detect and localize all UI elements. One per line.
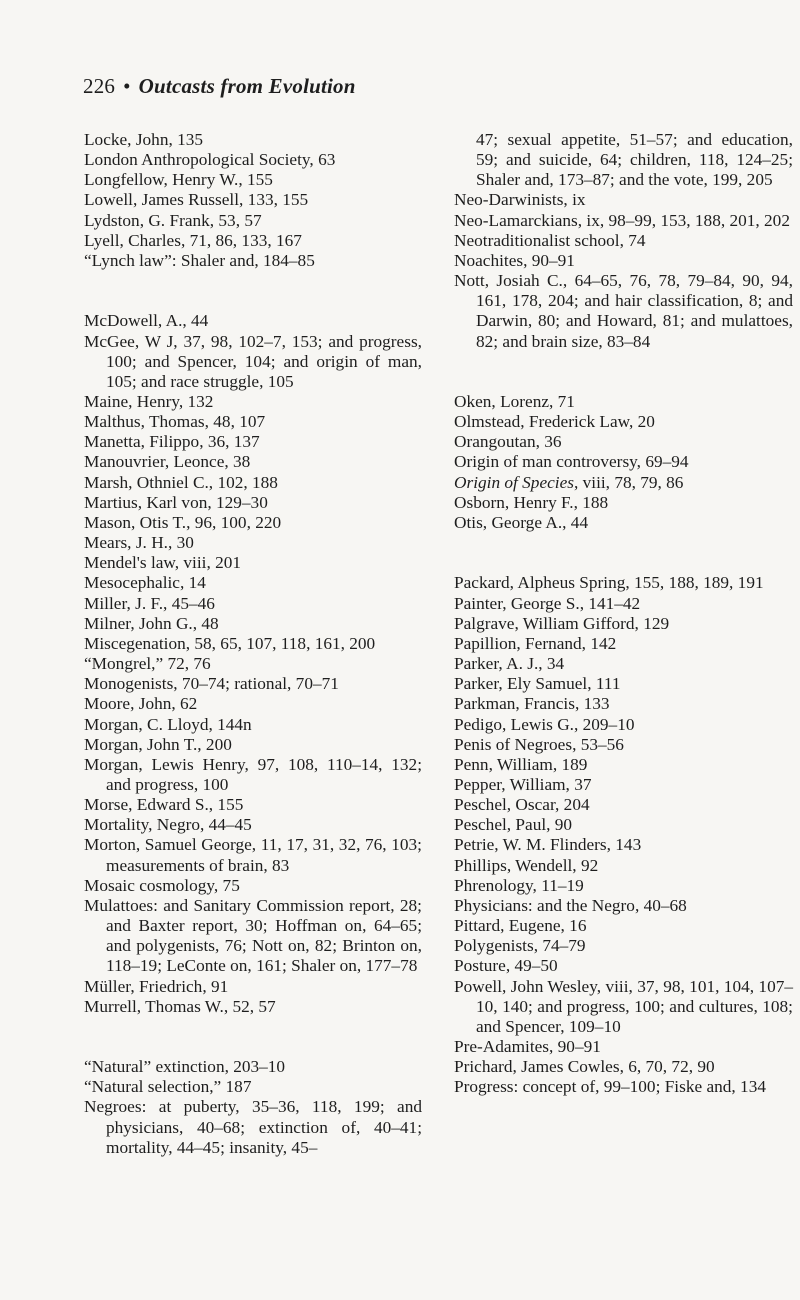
index-entry: Phrenology, 11–19 (454, 875, 584, 895)
index-entry: Penn, William, 189 (454, 754, 588, 774)
index-entry: Parker, A. J., 34 (454, 654, 565, 674)
index-entry: Malthus, Thomas, 48, 107 (84, 412, 266, 432)
index-entry: “Lynch law”: Shaler and, 184–85 (84, 250, 315, 270)
index-entry: Locke, John, 135 (84, 130, 204, 149)
index-entry: McGee, W J, 37, 98, 102–7, 153; and progress, 100; and Spencer, 104; and origin of man, 105; and race struggle, 105 (84, 331, 422, 391)
index-entry: Origin of Species, viii, 78, 79, 86 (454, 472, 684, 492)
index-entry: Noachites, 90–91 (454, 250, 575, 270)
letter-group-gap (454, 352, 793, 392)
index-entry: Osborn, Henry F., 188 (454, 492, 609, 512)
index-entry: Powell, John Wesley, viii, 37, 98, 101, 104, 107–10, 140; and progress, 100; and cultures, 108; and Spencer, 109–10 (454, 976, 793, 1036)
index-entry: Mesocephalic, 14 (84, 573, 206, 593)
index-entry: Martius, Karl von, 129–30 (84, 492, 268, 512)
index-entry: Pepper, William, 37 (454, 774, 592, 794)
index-entry: Mortality, Negro, 44–45 (84, 815, 252, 835)
page-number: 226 (83, 74, 116, 98)
index-entry: Otis, George A., 44 (454, 512, 589, 532)
index-entry: “Natural” extinction, 203–10 (84, 1057, 286, 1077)
index-entry: Oken, Lorenz, 71 (454, 392, 575, 412)
index-entry: Lydston, G. Frank, 53, 57 (84, 210, 262, 230)
index-entry: “Mongrel,” 72, 76 (84, 654, 211, 674)
index-entry: Orangoutan, 36 (454, 432, 562, 452)
italic-book-title: Origin of Species (454, 472, 574, 492)
book-title: Outcasts from Evolution (138, 74, 356, 98)
index-entry: Manetta, Filippo, 36, 137 (84, 432, 260, 452)
index-entry: Negroes: at puberty, 35–36, 118, 199; and physicians, 40–68; extinction of, 40–41; mortality, 44–45; insanity, 45– (84, 1097, 422, 1157)
index-entry: Miller, J. F., 45–46 (84, 593, 215, 613)
index-entry: Pittard, Eugene, 16 (454, 916, 587, 936)
index-entry: Mosaic cosmology, 75 (84, 875, 240, 895)
index-entry: Mason, Otis T., 96, 100, 220 (84, 512, 282, 532)
index-entry: Peschel, Oscar, 204 (454, 795, 590, 815)
index-entry: Morse, Edward S., 155 (84, 795, 244, 815)
index-entry: Neo-Lamarckians, ix, 98–99, 153, 188, 201, 202 (454, 210, 790, 230)
index-entry: Posture, 49–50 (454, 956, 558, 976)
index-entry: Papillion, Fernand, 142 (454, 633, 617, 653)
index-entry: Morgan, C. Lloyd, 144n (84, 714, 252, 734)
index-entry: McDowell, A., 44 (84, 311, 209, 331)
index-entry: Penis of Negroes, 53–56 (454, 734, 624, 754)
index-entry: Petrie, W. M. Flinders, 143 (454, 835, 642, 855)
index-entry: Lowell, James Russell, 133, 155 (84, 190, 309, 210)
index-entry: Neo-Darwinists, ix (454, 190, 586, 210)
letter-group-gap (84, 1017, 422, 1057)
index-entry: Parkman, Francis, 133 (454, 694, 610, 714)
index-column-left (84, 130, 422, 1158)
index-entry: “Natural selection,” 187 (84, 1077, 252, 1097)
index-entry: Manouvrier, Leonce, 38 (84, 452, 251, 472)
index-entry-continuation: 47; sexual appetite, 51–57; and education, 59; and suicide, 64; children, 118, 124–25; Shaler and, 173–87; and the vote, 199, 205 (476, 130, 793, 190)
index-entry: Miscegenation, 58, 65, 107, 118, 161, 200 (84, 633, 376, 653)
index-entry: Monogenists, 70–74; rational, 70–71 (84, 674, 339, 694)
index-entry: London Anthropological Society, 63 (84, 150, 336, 170)
index-entry: Longfellow, Henry W., 155 (84, 170, 273, 190)
index-entry: Morgan, John T., 200 (84, 734, 232, 754)
index-entry: Moore, John, 62 (84, 694, 198, 714)
index-entry: Prichard, James Cowles, 6, 70, 72, 90 (454, 1057, 715, 1077)
index-entry: Müller, Friedrich, 91 (84, 976, 229, 996)
index-entry: Mulattoes: and Sanitary Commission report, 28; and Baxter report, 30; Hoffman on, 64–65; and polygenists, 76; Nott on, 82; Brinton on, 118–19; LeConte on, 161; Shaler on, 177–78 (84, 895, 422, 976)
index-entry: Packard, Alpheus Spring, 155, 188, 189, 191 (454, 573, 764, 593)
index-entry: Painter, George S., 141–42 (454, 593, 641, 613)
index-entry: Pre-Adamites, 90–91 (454, 1037, 601, 1056)
index-entry: Mears, J. H., 30 (84, 533, 194, 553)
index-entry: Parker, Ely Samuel, 111 (454, 674, 621, 694)
index-entry: Milner, John G., 48 (84, 613, 219, 633)
index-entry: Olmstead, Frederick Law, 20 (454, 412, 655, 432)
index-entry: Peschel, Paul, 90 (454, 815, 573, 835)
index-entry: Morton, Samuel George, 11, 17, 31, 32, 76, 103; measurements of brain, 83 (84, 835, 422, 875)
header-separator: • (123, 74, 131, 98)
index-entry: Phillips, Wendell, 92 (454, 855, 599, 875)
index-entry: Pedigo, Lewis G., 209–10 (454, 714, 635, 734)
index-entry: Neotraditionalist school, 74 (454, 230, 646, 250)
running-header (83, 74, 356, 99)
index-entry: Lyell, Charles, 71, 86, 133, 167 (84, 230, 302, 250)
index-entry: Physicians: and the Negro, 40–68 (454, 895, 687, 915)
index-entry: Nott, Josiah C., 64–65, 76, 78, 79–84, 90, 94, 161, 178, 204; and hair classification, 8; and Darwin, 80; and Howard, 81; and mulattoes, 82; and brain size, 83–84 (454, 271, 793, 351)
index-entry: Palgrave, William Gifford, 129 (454, 613, 670, 633)
letter-group-gap (454, 533, 793, 573)
index-entry: Progress: concept of, 99–100; Fiske and, 134 (454, 1077, 766, 1097)
index-column-right (454, 130, 793, 1097)
index-entry: Marsh, Othniel C., 102, 188 (84, 472, 278, 492)
index-entry: Mendel's law, viii, 201 (84, 553, 242, 573)
index-entry: Murrell, Thomas W., 52, 57 (84, 996, 276, 1016)
letter-group-gap (84, 271, 422, 311)
index-entry: Polygenists, 74–79 (454, 936, 586, 956)
index-entry: Maine, Henry, 132 (84, 392, 214, 412)
index-entry: Morgan, Lewis Henry, 97, 108, 110–14, 132; and progress, 100 (84, 754, 422, 794)
index-entry: Origin of man controversy, 69–94 (454, 452, 689, 472)
